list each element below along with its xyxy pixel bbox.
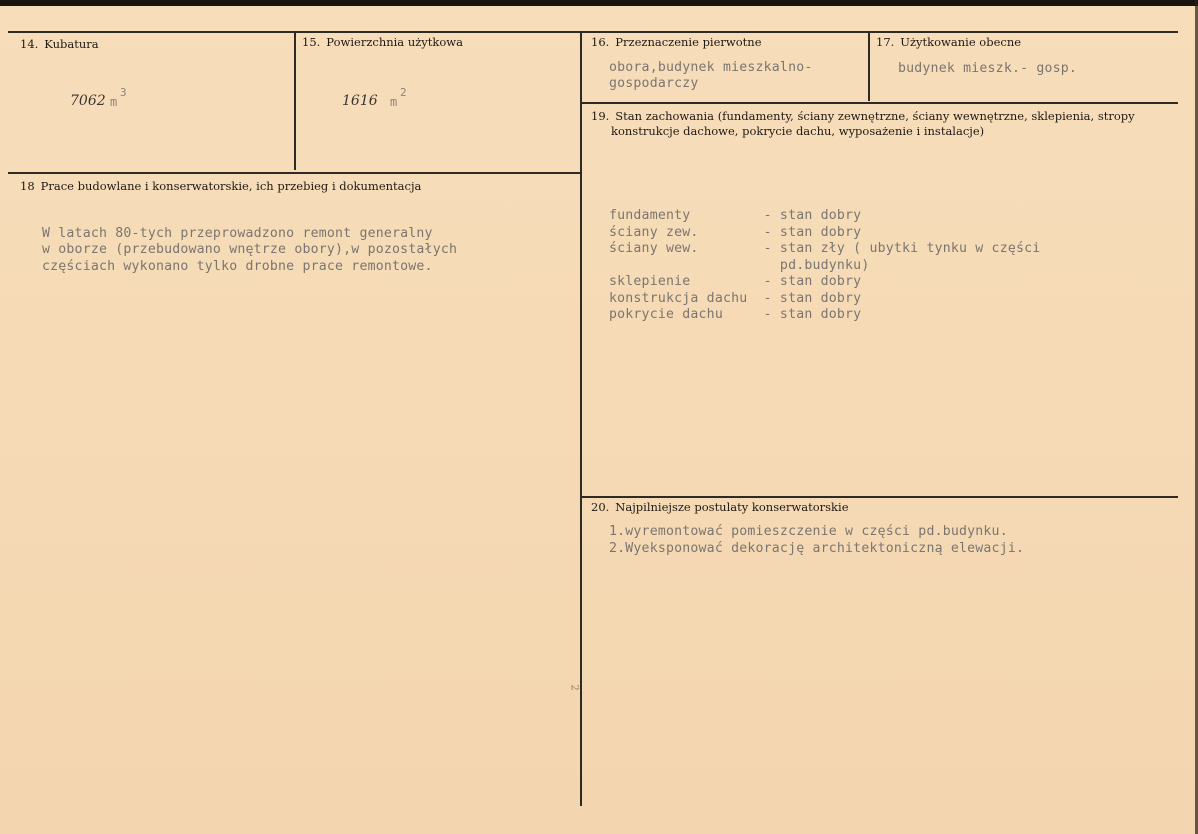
field-14-value: 7062	[70, 93, 106, 109]
field-18-label	[20, 179, 421, 194]
divider-16-17	[868, 33, 870, 101]
field-19-label	[591, 109, 1135, 124]
field-15-label	[302, 35, 463, 50]
field-18-title: Prace budowlane i konserwatorskie, ich przebieg i dokumentacja	[40, 179, 422, 193]
field-18-number: 18	[20, 179, 35, 193]
field-15-title: Powierzchnia użytkowa	[326, 35, 463, 49]
field-20-label	[591, 500, 849, 515]
field-19-title-line-2: konstrukcje dachowe, pokrycie dachu, wyposażenie i instalacje)	[611, 124, 985, 138]
field-14-unit-exponent: 3	[120, 86, 127, 99]
field-16-line-2: gospodarczy	[609, 76, 699, 91]
field-18-line-1: W latach 80-tych przeprowadzono remont generalny	[42, 226, 433, 241]
divider-14-15	[294, 33, 296, 170]
field-19-row-4: pd.budynku)	[609, 258, 870, 273]
top-rule	[8, 31, 1178, 33]
field-20-line-1: 1.wyremontować pomieszczenie w części pd.budynku.	[609, 524, 1008, 539]
field-20-title: Najpilniejsze postulaty konserwatorskie	[615, 500, 849, 514]
field-15-unit-exponent: 2	[400, 86, 407, 99]
field-16-title: Przeznaczenie pierwotne	[615, 35, 762, 49]
field-14-title: Kubatura	[44, 37, 99, 51]
rule-above-19	[582, 102, 1178, 104]
field-19-row-6: konstrukcja dachu - stan dobry	[609, 291, 862, 306]
field-20-line-2: 2.Wyeksponować dekorację architektoniczną elewacji.	[609, 541, 1025, 556]
field-14-number: 14.	[20, 37, 39, 51]
field-16-label	[591, 35, 762, 50]
field-17-title: Użytkowanie obecne	[900, 35, 1022, 49]
field-19-row-7: pokrycie dachu - stan dobry	[609, 307, 862, 322]
field-15-unit: m	[390, 95, 398, 109]
field-17-label	[876, 35, 1021, 50]
field-19-number: 19.	[591, 109, 610, 123]
field-19-row-3: ściany wew. - stan zły ( ubytki tynku w części	[609, 241, 1041, 256]
field-17-number: 17.	[876, 35, 895, 49]
field-16-number: 16.	[591, 35, 610, 49]
rule-above-18	[8, 172, 580, 174]
field-19-row-1: fundamenty - stan dobry	[609, 208, 862, 223]
rule-above-20	[582, 496, 1178, 498]
field-14-unit: m	[110, 95, 118, 109]
field-15-value: 1616	[342, 93, 378, 109]
field-18-line-3: częściach wykonano tylko drobne prace remontowe.	[42, 259, 433, 274]
divider-main	[580, 33, 582, 806]
field-19-row-5: sklepienie - stan dobry	[609, 274, 862, 289]
field-17-line-1: budynek mieszk.- gosp.	[898, 61, 1078, 76]
card-top-edge	[0, 0, 1198, 6]
field-16-line-1: obora,budynek mieszkalno-	[609, 60, 813, 75]
field-15-number: 15.	[302, 35, 321, 49]
field-19-title-line-1: Stan zachowania (fundamenty, ściany zewnętrzne, ściany wewnętrzne, sklepienia, stropy	[615, 109, 1135, 123]
side-mark: 2	[568, 684, 580, 691]
field-19-row-2: ściany zew. - stan dobry	[609, 225, 862, 240]
field-18-line-2: w oborze (przebudowano wnętrze obory),w pozostałych	[42, 242, 458, 257]
field-14-label	[20, 37, 99, 52]
field-20-number: 20.	[591, 500, 610, 514]
